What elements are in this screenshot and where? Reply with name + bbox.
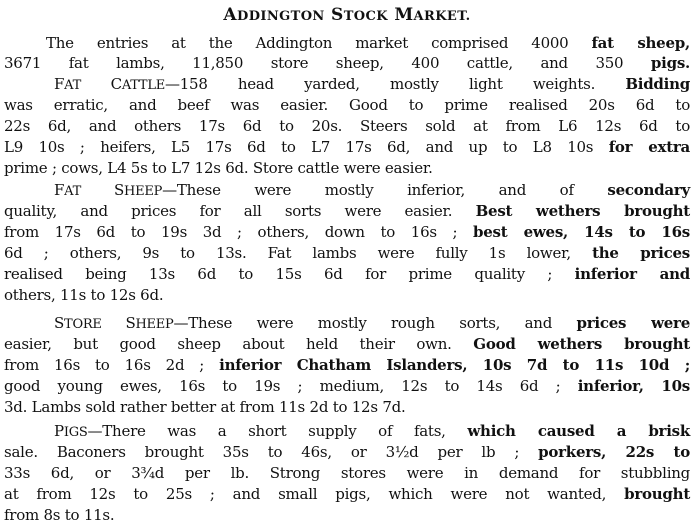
store-sheep-line-5: 3d. Lambs sold rather better at from 11s 2d to 12s 7d.	[4, 398, 406, 416]
pigs-line-1: PIGS—There was a short supply of fats, which caused a brisk	[54, 422, 690, 440]
fat-sheep-line-1: FAT SHEEP—These were mostly inferior, and of secondary	[54, 181, 690, 199]
fat-sheep-line-4: 6d ; others, 9s to 13s. Fat lambs were fully 1s lower, the prices	[4, 244, 691, 262]
store-sheep-line-4: good young ewes, 16s to 19s ; medium, 12s to 14s 6d ; inferior, 10s	[4, 377, 691, 395]
intro-line-1: The entries at the Addington market comprised 4000 fat sheep,	[46, 34, 690, 52]
store-sheep-line-3: from 16s to 16s 2d ; inferior Chatham Islanders, 10s 7d to 11s 10d ;	[4, 356, 690, 374]
fat-cattle-line-3: 22s 6d, and others 17s 6d to 20s. Steers sold at from L6 12s 6d to	[4, 117, 690, 135]
fat-cattle-line-2: was erratic, and beef was easier. Good to prime realised 20s 6d to	[4, 96, 690, 114]
fat-sheep-line-6: others, 11s to 12s 6d.	[4, 286, 164, 304]
fat-sheep-heading: FAT SHEEP	[54, 181, 163, 199]
intro-line-2: 3671 fat lambs, 11,850 store sheep, 400 cattle, and 350 pigs.	[4, 54, 690, 72]
pigs-line-2: sale. Baconers brought 35s to 46s, or 3½d per lb ; porkers, 22s to	[4, 443, 690, 461]
store-sheep-heading: STORE SHEEP	[54, 314, 174, 332]
fat-cattle-heading: FAT CATTLE	[54, 75, 165, 93]
pigs-line-5: from 8s to 11s.	[4, 506, 115, 524]
store-sheep-line-2: easier, but good sheep about held their own. Good wethers brought	[4, 335, 690, 353]
fat-sheep-line-2: quality, and prices for all sorts were easier. Best wethers brought	[4, 202, 690, 220]
pigs-heading: PIGS	[54, 422, 88, 440]
fat-cattle-line-4: L9 10s ; heifers, L5 17s 6d to L7 17s 6d, and up to L8 10s for extra	[4, 138, 691, 156]
newspaper-article	[4, 0, 690, 532]
fat-sheep-line-3: from 17s 6d to 19s 3d ; others, down to 16s ; best ewes, 14s to 16s	[4, 223, 690, 241]
store-sheep-line-1: STORE SHEEP—These were mostly rough sorts, and prices were	[54, 314, 690, 332]
fat-cattle-line-5: prime ; cows, L4 5s to L7 12s 6d. Store cattle were easier.	[4, 159, 433, 177]
article-headline: ADDINGTON STOCK MARKET.	[223, 5, 471, 25]
pigs-line-3: 33s 6d, or 3¾d per lb. Strong stores were in demand for stubbling	[4, 464, 690, 482]
fat-cattle-line-1: FAT CATTLE—158 head yarded, mostly light weights. Bidding	[54, 75, 691, 93]
fat-sheep-line-5: realised being 13s 6d to 15s 6d for prime quality ; inferior and	[4, 265, 690, 283]
pigs-line-4: at from 12s to 25s ; and small pigs, which were not wanted, brought	[4, 485, 690, 503]
